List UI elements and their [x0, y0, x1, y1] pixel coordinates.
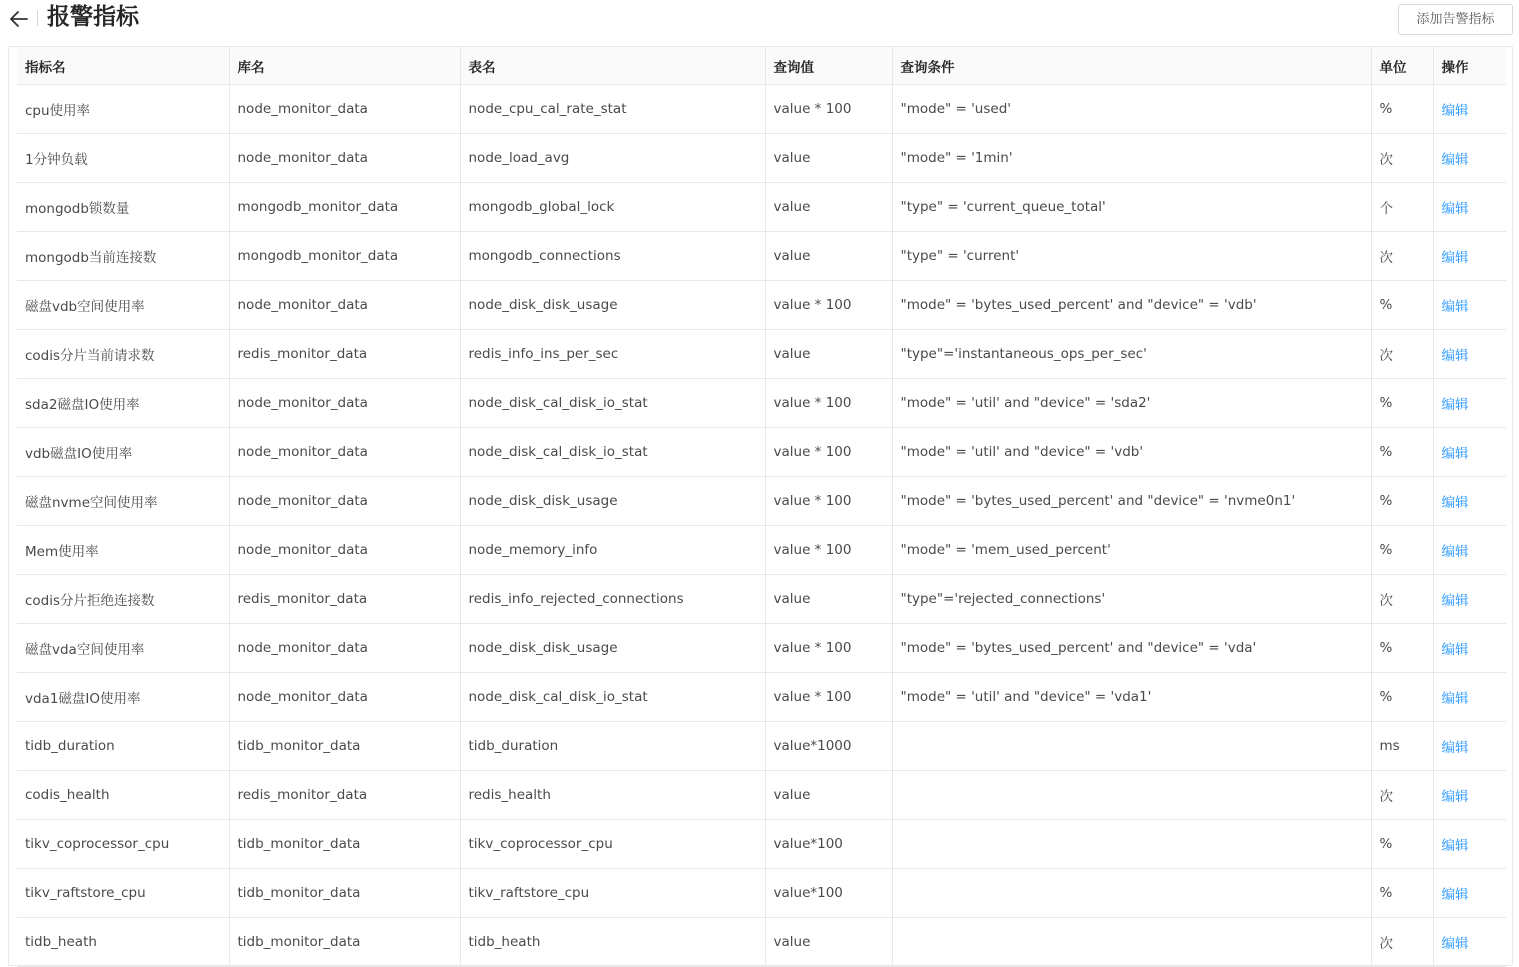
- cell-query-condition: "type" = 'current_queue_total': [892, 183, 1371, 232]
- cell-action: [1433, 428, 1506, 477]
- cell-db-name: node_monitor_data: [229, 281, 460, 330]
- cell-query-condition: "type"='instantaneous_ops_per_sec': [892, 330, 1371, 379]
- cell-query-value: value*100: [765, 869, 892, 918]
- table-row: [17, 379, 1506, 428]
- cell-action: [1433, 673, 1506, 722]
- column-header-query-value: 查询值: [765, 47, 892, 85]
- cell-table-name: node_disk_cal_disk_io_stat: [460, 673, 765, 722]
- cell-metric-name: cpu使用率: [17, 85, 229, 134]
- cell-query-value: value * 100: [765, 624, 892, 673]
- table-row: [17, 820, 1506, 869]
- cell-table-name: mongodb_global_lock: [460, 183, 765, 232]
- cell-query-condition: "mode" = 'bytes_used_percent' and "device" = 'vdb': [892, 281, 1371, 330]
- edit-link[interactable]: 编辑: [1441, 152, 1469, 168]
- cell-query-condition: [892, 820, 1371, 869]
- cell-table-name: tidb_heath: [460, 918, 765, 967]
- metrics-table-container: [8, 46, 1513, 966]
- cell-table-name: redis_health: [460, 771, 765, 820]
- cell-action: [1433, 134, 1506, 183]
- table-row: [17, 330, 1506, 379]
- cell-query-value: value * 100: [765, 428, 892, 477]
- edit-link[interactable]: 编辑: [1441, 299, 1469, 315]
- cell-unit: %: [1371, 477, 1433, 526]
- cell-query-value: value: [765, 330, 892, 379]
- cell-db-name: tidb_monitor_data: [229, 869, 460, 918]
- edit-link[interactable]: 编辑: [1441, 642, 1469, 658]
- edit-link[interactable]: 编辑: [1441, 446, 1469, 462]
- cell-metric-name: mongodb锁数量: [17, 183, 229, 232]
- table-row: [17, 183, 1506, 232]
- cell-query-condition: "mode" = 'bytes_used_percent' and "device" = 'vda': [892, 624, 1371, 673]
- column-header-action: 操作: [1433, 47, 1506, 85]
- edit-link[interactable]: 编辑: [1441, 887, 1469, 903]
- edit-link[interactable]: 编辑: [1441, 397, 1469, 413]
- cell-action: [1433, 820, 1506, 869]
- cell-unit: 次: [1371, 330, 1433, 379]
- cell-query-condition: "mode" = '1min': [892, 134, 1371, 183]
- cell-action: [1433, 624, 1506, 673]
- table-row: [17, 232, 1506, 281]
- cell-query-condition: "mode" = 'util' and "device" = 'vda1': [892, 673, 1371, 722]
- edit-link[interactable]: 编辑: [1441, 250, 1469, 266]
- column-header-table-name: 表名: [460, 47, 765, 85]
- cell-action: [1433, 771, 1506, 820]
- cell-action: [1433, 477, 1506, 526]
- table-row: [17, 722, 1506, 771]
- cell-table-name: node_load_avg: [460, 134, 765, 183]
- cell-unit: %: [1371, 85, 1433, 134]
- cell-query-value: value * 100: [765, 477, 892, 526]
- cell-table-name: redis_info_ins_per_sec: [460, 330, 765, 379]
- cell-db-name: node_monitor_data: [229, 134, 460, 183]
- cell-action: [1433, 526, 1506, 575]
- cell-query-value: value * 100: [765, 526, 892, 575]
- cell-action: [1433, 722, 1506, 771]
- cell-db-name: tidb_monitor_data: [229, 918, 460, 967]
- page-title: 报警指标: [47, 4, 139, 30]
- cell-query-value: value: [765, 134, 892, 183]
- cell-unit: %: [1371, 379, 1433, 428]
- edit-link[interactable]: 编辑: [1441, 103, 1469, 119]
- cell-query-value: value * 100: [765, 379, 892, 428]
- edit-link[interactable]: 编辑: [1441, 593, 1469, 609]
- header-divider: [37, 10, 38, 26]
- cell-metric-name: vdb磁盘IO使用率: [17, 428, 229, 477]
- cell-metric-name: 磁盘nvme空间使用率: [17, 477, 229, 526]
- cell-unit: %: [1371, 526, 1433, 575]
- cell-action: [1433, 869, 1506, 918]
- table-row: [17, 869, 1506, 918]
- cell-query-condition: "mode" = 'util' and "device" = 'sda2': [892, 379, 1371, 428]
- cell-db-name: node_monitor_data: [229, 477, 460, 526]
- cell-query-value: value: [765, 575, 892, 624]
- cell-query-value: value*100: [765, 820, 892, 869]
- table-row: [17, 918, 1506, 967]
- cell-db-name: node_monitor_data: [229, 624, 460, 673]
- cell-db-name: redis_monitor_data: [229, 330, 460, 379]
- cell-table-name: node_disk_cal_disk_io_stat: [460, 379, 765, 428]
- table-row: [17, 624, 1506, 673]
- cell-action: [1433, 232, 1506, 281]
- cell-query-condition: "mode" = 'mem_used_percent': [892, 526, 1371, 575]
- cell-query-condition: "mode" = 'used': [892, 85, 1371, 134]
- edit-link[interactable]: 编辑: [1441, 789, 1469, 805]
- cell-action: [1433, 330, 1506, 379]
- cell-query-value: value: [765, 183, 892, 232]
- cell-action: [1433, 575, 1506, 624]
- table-row: [17, 477, 1506, 526]
- cell-db-name: tidb_monitor_data: [229, 722, 460, 771]
- table-header-row: [17, 47, 1506, 85]
- cell-unit: %: [1371, 869, 1433, 918]
- cell-query-condition: [892, 722, 1371, 771]
- cell-table-name: node_disk_disk_usage: [460, 281, 765, 330]
- page-header: [0, 0, 1519, 44]
- cell-table-name: tikv_coprocessor_cpu: [460, 820, 765, 869]
- cell-unit: 次: [1371, 232, 1433, 281]
- cell-metric-name: 磁盘vda空间使用率: [17, 624, 229, 673]
- cell-query-condition: "mode" = 'bytes_used_percent' and "device" = 'nvme0n1': [892, 477, 1371, 526]
- edit-link[interactable]: 编辑: [1441, 544, 1469, 560]
- cell-metric-name: tikv_coprocessor_cpu: [17, 820, 229, 869]
- cell-unit: ms: [1371, 722, 1433, 771]
- column-header-metric-name: 指标名: [17, 47, 229, 85]
- edit-link[interactable]: 编辑: [1441, 838, 1469, 854]
- cell-db-name: mongodb_monitor_data: [229, 183, 460, 232]
- cell-query-condition: "mode" = 'util' and "device" = 'vdb': [892, 428, 1371, 477]
- cell-table-name: mongodb_connections: [460, 232, 765, 281]
- table-row: [17, 771, 1506, 820]
- cell-query-value: value: [765, 771, 892, 820]
- cell-unit: %: [1371, 281, 1433, 330]
- cell-action: [1433, 379, 1506, 428]
- cell-db-name: mongodb_monitor_data: [229, 232, 460, 281]
- cell-table-name: node_disk_cal_disk_io_stat: [460, 428, 765, 477]
- cell-metric-name: tidb_duration: [17, 722, 229, 771]
- table-row: [17, 428, 1506, 477]
- cell-db-name: node_monitor_data: [229, 379, 460, 428]
- cell-metric-name: mongodb当前连接数: [17, 232, 229, 281]
- cell-query-condition: "type" = 'current': [892, 232, 1371, 281]
- cell-db-name: tidb_monitor_data: [229, 820, 460, 869]
- cell-unit: 个: [1371, 183, 1433, 232]
- cell-query-value: value*1000: [765, 722, 892, 771]
- cell-unit: 次: [1371, 575, 1433, 624]
- cell-unit: %: [1371, 673, 1433, 722]
- cell-table-name: redis_info_rejected_connections: [460, 575, 765, 624]
- cell-query-condition: [892, 771, 1371, 820]
- cell-table-name: tidb_duration: [460, 722, 765, 771]
- cell-unit: 次: [1371, 134, 1433, 183]
- column-header-query-condition: 查询条件: [892, 47, 1371, 85]
- column-header-unit: 单位: [1371, 47, 1433, 85]
- cell-query-value: value * 100: [765, 281, 892, 330]
- edit-link[interactable]: 编辑: [1441, 936, 1469, 952]
- cell-table-name: node_cpu_cal_rate_stat: [460, 85, 765, 134]
- cell-db-name: node_monitor_data: [229, 85, 460, 134]
- cell-action: [1433, 918, 1506, 967]
- cell-query-value: value * 100: [765, 85, 892, 134]
- cell-action: [1433, 85, 1506, 134]
- cell-metric-name: tidb_heath: [17, 918, 229, 967]
- cell-metric-name: codis分片拒绝连接数: [17, 575, 229, 624]
- cell-metric-name: 磁盘vdb空间使用率: [17, 281, 229, 330]
- table-row: [17, 134, 1506, 183]
- arrow-left-icon: [8, 8, 30, 30]
- cell-unit: 次: [1371, 771, 1433, 820]
- cell-metric-name: 1分钟负载: [17, 134, 229, 183]
- cell-metric-name: codis分片当前请求数: [17, 330, 229, 379]
- cell-metric-name: codis_health: [17, 771, 229, 820]
- cell-table-name: node_disk_disk_usage: [460, 477, 765, 526]
- cell-query-value: value: [765, 918, 892, 967]
- cell-metric-name: vda1磁盘IO使用率: [17, 673, 229, 722]
- cell-db-name: node_monitor_data: [229, 428, 460, 477]
- cell-unit: %: [1371, 624, 1433, 673]
- cell-action: [1433, 183, 1506, 232]
- cell-table-name: tikv_raftstore_cpu: [460, 869, 765, 918]
- cell-db-name: redis_monitor_data: [229, 575, 460, 624]
- cell-metric-name: sda2磁盘IO使用率: [17, 379, 229, 428]
- edit-link[interactable]: 编辑: [1441, 691, 1469, 707]
- cell-metric-name: tikv_raftstore_cpu: [17, 869, 229, 918]
- cell-table-name: node_memory_info: [460, 526, 765, 575]
- column-header-db-name: 库名: [229, 47, 460, 85]
- edit-link[interactable]: 编辑: [1441, 348, 1469, 364]
- cell-query-condition: "type"='rejected_connections': [892, 575, 1371, 624]
- metrics-table: [17, 47, 1506, 967]
- cell-unit: 次: [1371, 918, 1433, 967]
- cell-metric-name: Mem使用率: [17, 526, 229, 575]
- table-row: [17, 575, 1506, 624]
- cell-action: [1433, 281, 1506, 330]
- back-button[interactable]: [8, 8, 30, 30]
- cell-query-value: value: [765, 232, 892, 281]
- cell-query-condition: [892, 918, 1371, 967]
- cell-unit: %: [1371, 820, 1433, 869]
- edit-link[interactable]: 编辑: [1441, 740, 1469, 756]
- cell-db-name: redis_monitor_data: [229, 771, 460, 820]
- table-row: [17, 85, 1506, 134]
- cell-unit: %: [1371, 428, 1433, 477]
- table-row: [17, 673, 1506, 722]
- table-row: [17, 281, 1506, 330]
- edit-link[interactable]: 编辑: [1441, 495, 1469, 511]
- edit-link[interactable]: 编辑: [1441, 201, 1469, 217]
- add-alert-metric-button[interactable]: 添加告警指标: [1398, 4, 1513, 35]
- cell-db-name: node_monitor_data: [229, 526, 460, 575]
- cell-query-condition: [892, 869, 1371, 918]
- cell-query-value: value * 100: [765, 673, 892, 722]
- cell-db-name: node_monitor_data: [229, 673, 460, 722]
- cell-table-name: node_disk_disk_usage: [460, 624, 765, 673]
- table-row: [17, 526, 1506, 575]
